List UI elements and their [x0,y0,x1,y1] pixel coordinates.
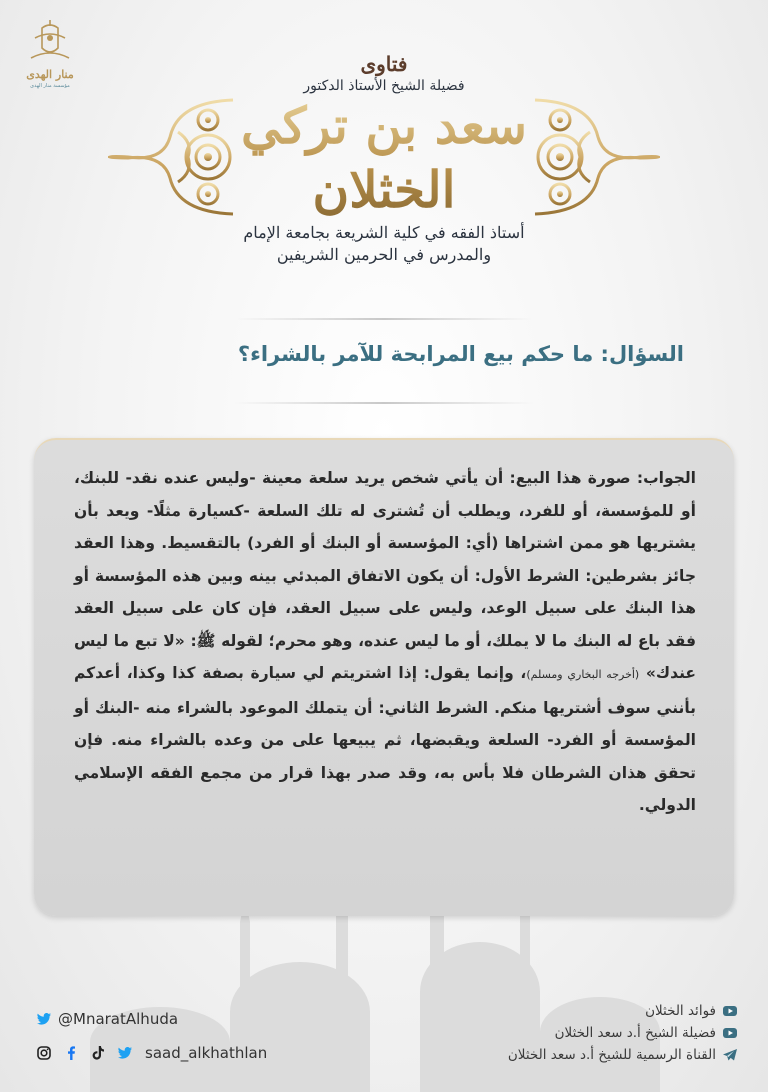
logo-subtitle: مؤسسة منار الهدى [30,83,70,89]
scholar-position-line2: والمدرس في الحرمين الشريفين [276,245,492,264]
answer-card [34,438,734,916]
scholar-position-line1: أستاذ الفقه في كلية الشريعة بجامعة الإمام [243,223,525,242]
social-handle-row[interactable] [36,1042,276,1064]
channel-link-2-label: فضيلة الشيخ أ.د سعد الخثلان [554,1025,716,1041]
twitter-handle: @MnaratAlhuda [58,1010,179,1028]
divider-top [234,318,534,320]
answer-text [74,462,696,822]
channel-link-2[interactable] [420,1022,738,1044]
channel-link-1-label: فوائد الخثلان [645,1003,716,1019]
facebook-icon [63,1045,79,1061]
youtube-icon [722,1003,738,1019]
honorific-title: فضيلة الشيخ الأستاذ الدكتور [303,78,465,94]
footer-social-handles [36,1008,276,1064]
twitter-icon [36,1011,52,1027]
telegram-icon [722,1047,738,1063]
scholar-name: سعد بن تركي الخثلان [200,94,568,222]
channel-link-3-label: القناة الرسمية للشيخ أ.د سعد الخثلان [507,1047,716,1063]
fatawa-label: فتاوى [360,52,408,76]
twitter-icon [117,1045,133,1061]
answer-body-part2: ، وإنما يقول: إذا اشتريتم لي سيارة بصفة كذا وكذا، أعدكم بأنني سوف أشتريها منكم. الشرط الثاني: أن يتملك الموعود بالشراء منه -البنك أو المؤسسة أو الفرد- السلعة ويقبضها، ثم يبيعها على من وعده بالشراء منه. فإن تحقق هذان الشرطان فلا بأس به، وقد صدر بهذا قرار من مجمع الفقه الإسلامي الدولي. [74,664,696,814]
channel-link-1[interactable] [420,1000,738,1022]
youtube-icon [722,1025,738,1041]
hadith-source: (أخرجه البخاري ومسلم) [526,668,640,681]
instagram-icon [36,1045,52,1061]
social-icon-group [36,1045,139,1061]
organization-logo [18,18,82,98]
tiktok-icon [90,1045,106,1061]
channel-link-3[interactable] [420,1044,738,1066]
scholar-header [200,52,568,266]
answer-body-part1: الجواب: صورة هذا البيع: أن يأتي شخص يريد سلعة معينة -وليس عنده نقد- للبنك، أو للمؤسسة، أو للفرد، ويطلب أن تُشترى له تلك السلعة -كسيارة مثلًا- ويعد بأن يشتريها هو ممن اشتراها (أي: المؤسسة أو البنك أو الفرد) بالتقسيط. وهذا العقد جائز بشرطين: الشرط الأول: أن يكون الاتفاق المبدئي بينه وبين هذه المؤسسة أو هذا البنك على سبيل الوعد، وليس على سبيل العقد، فإن كان على سبيل العقد فقد باع له البنك ما لا يملك، أو ما ليس عنده، وهو محرم؛ لقوله ﷺ: «لا تبع ما ليس عندك» [74,469,697,682]
footer-channel-links [420,1000,738,1066]
logo-name: منار الهدى [26,68,74,81]
social-handle: saad_alkhathlan [145,1044,268,1062]
question-heading: السؤال: ما حكم بيع المرابحة للآمر بالشراء؟ [237,342,684,366]
lantern-logo-icon [23,18,77,62]
twitter-handle-row[interactable] [36,1008,276,1030]
divider-bottom [234,402,534,404]
